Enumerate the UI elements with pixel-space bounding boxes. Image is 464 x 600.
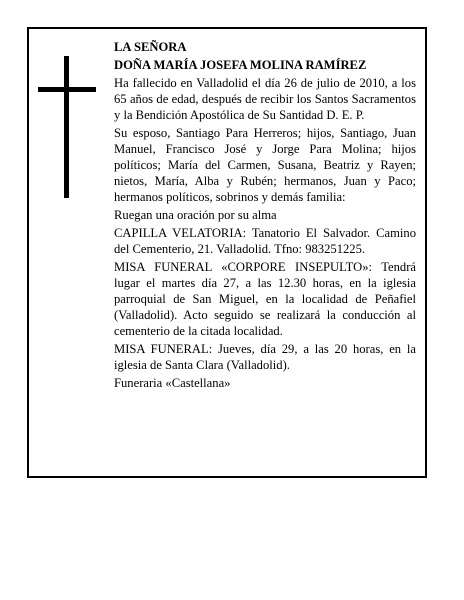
cross-horizontal-bar xyxy=(38,87,96,92)
title-line: LA SEÑORA xyxy=(114,40,187,54)
cross-vertical-bar xyxy=(64,56,69,198)
deceased-name: DOÑA MARÍA JOSEFA MOLINA RAMÍREZ xyxy=(114,58,367,72)
chapel-info: CAPILLA VELATORIA: Tanatorio El Salvador. Camino del Cementerio, 21. Valladolid. Tfno: 983251225. xyxy=(114,226,416,256)
funeral-mass-corpore-insepulto: MISA FUNERAL «CORPORE INSEPULTO»: Tendrá lugar el martes día 27, a las 12.30 horas, en la iglesia parroquial de San Miguel, en la localidad de Peñafiel (Valladolid). Acto seguido se realizará la conducción al cementerio de la citada localidad. xyxy=(114,260,416,338)
family-list: Su esposo, Santiago Para Herreros; hijos, Santiago, Juan Manuel, Francisco José y Jorge Para Molina; hijos políticos; María del Carmen, Susana, Beatriz y Rayen; nietos, María, Alba y Rubén; hermanos, Juan y Paco; hermanos políticos, sobrinos y demás familia: xyxy=(114,126,416,204)
death-announcement: Ha fallecido en Valladolid el día 26 de julio de 2010, a los 65 años de edad, después de recibir los Santos Sacramentos y la Bendición Apostólica de Su Santidad D. E. P. xyxy=(114,76,416,122)
latin-cross-icon xyxy=(38,56,96,198)
prayer-request: Ruegan una oración por su alma xyxy=(114,208,277,222)
funeral-mass-santa-clara: MISA FUNERAL: Jueves, día 29, a las 20 horas, en la iglesia de Santa Clara (Valladolid). xyxy=(114,342,416,372)
funeral-home: Funeraria «Castellana» xyxy=(114,376,231,390)
obituary-text xyxy=(114,39,416,393)
